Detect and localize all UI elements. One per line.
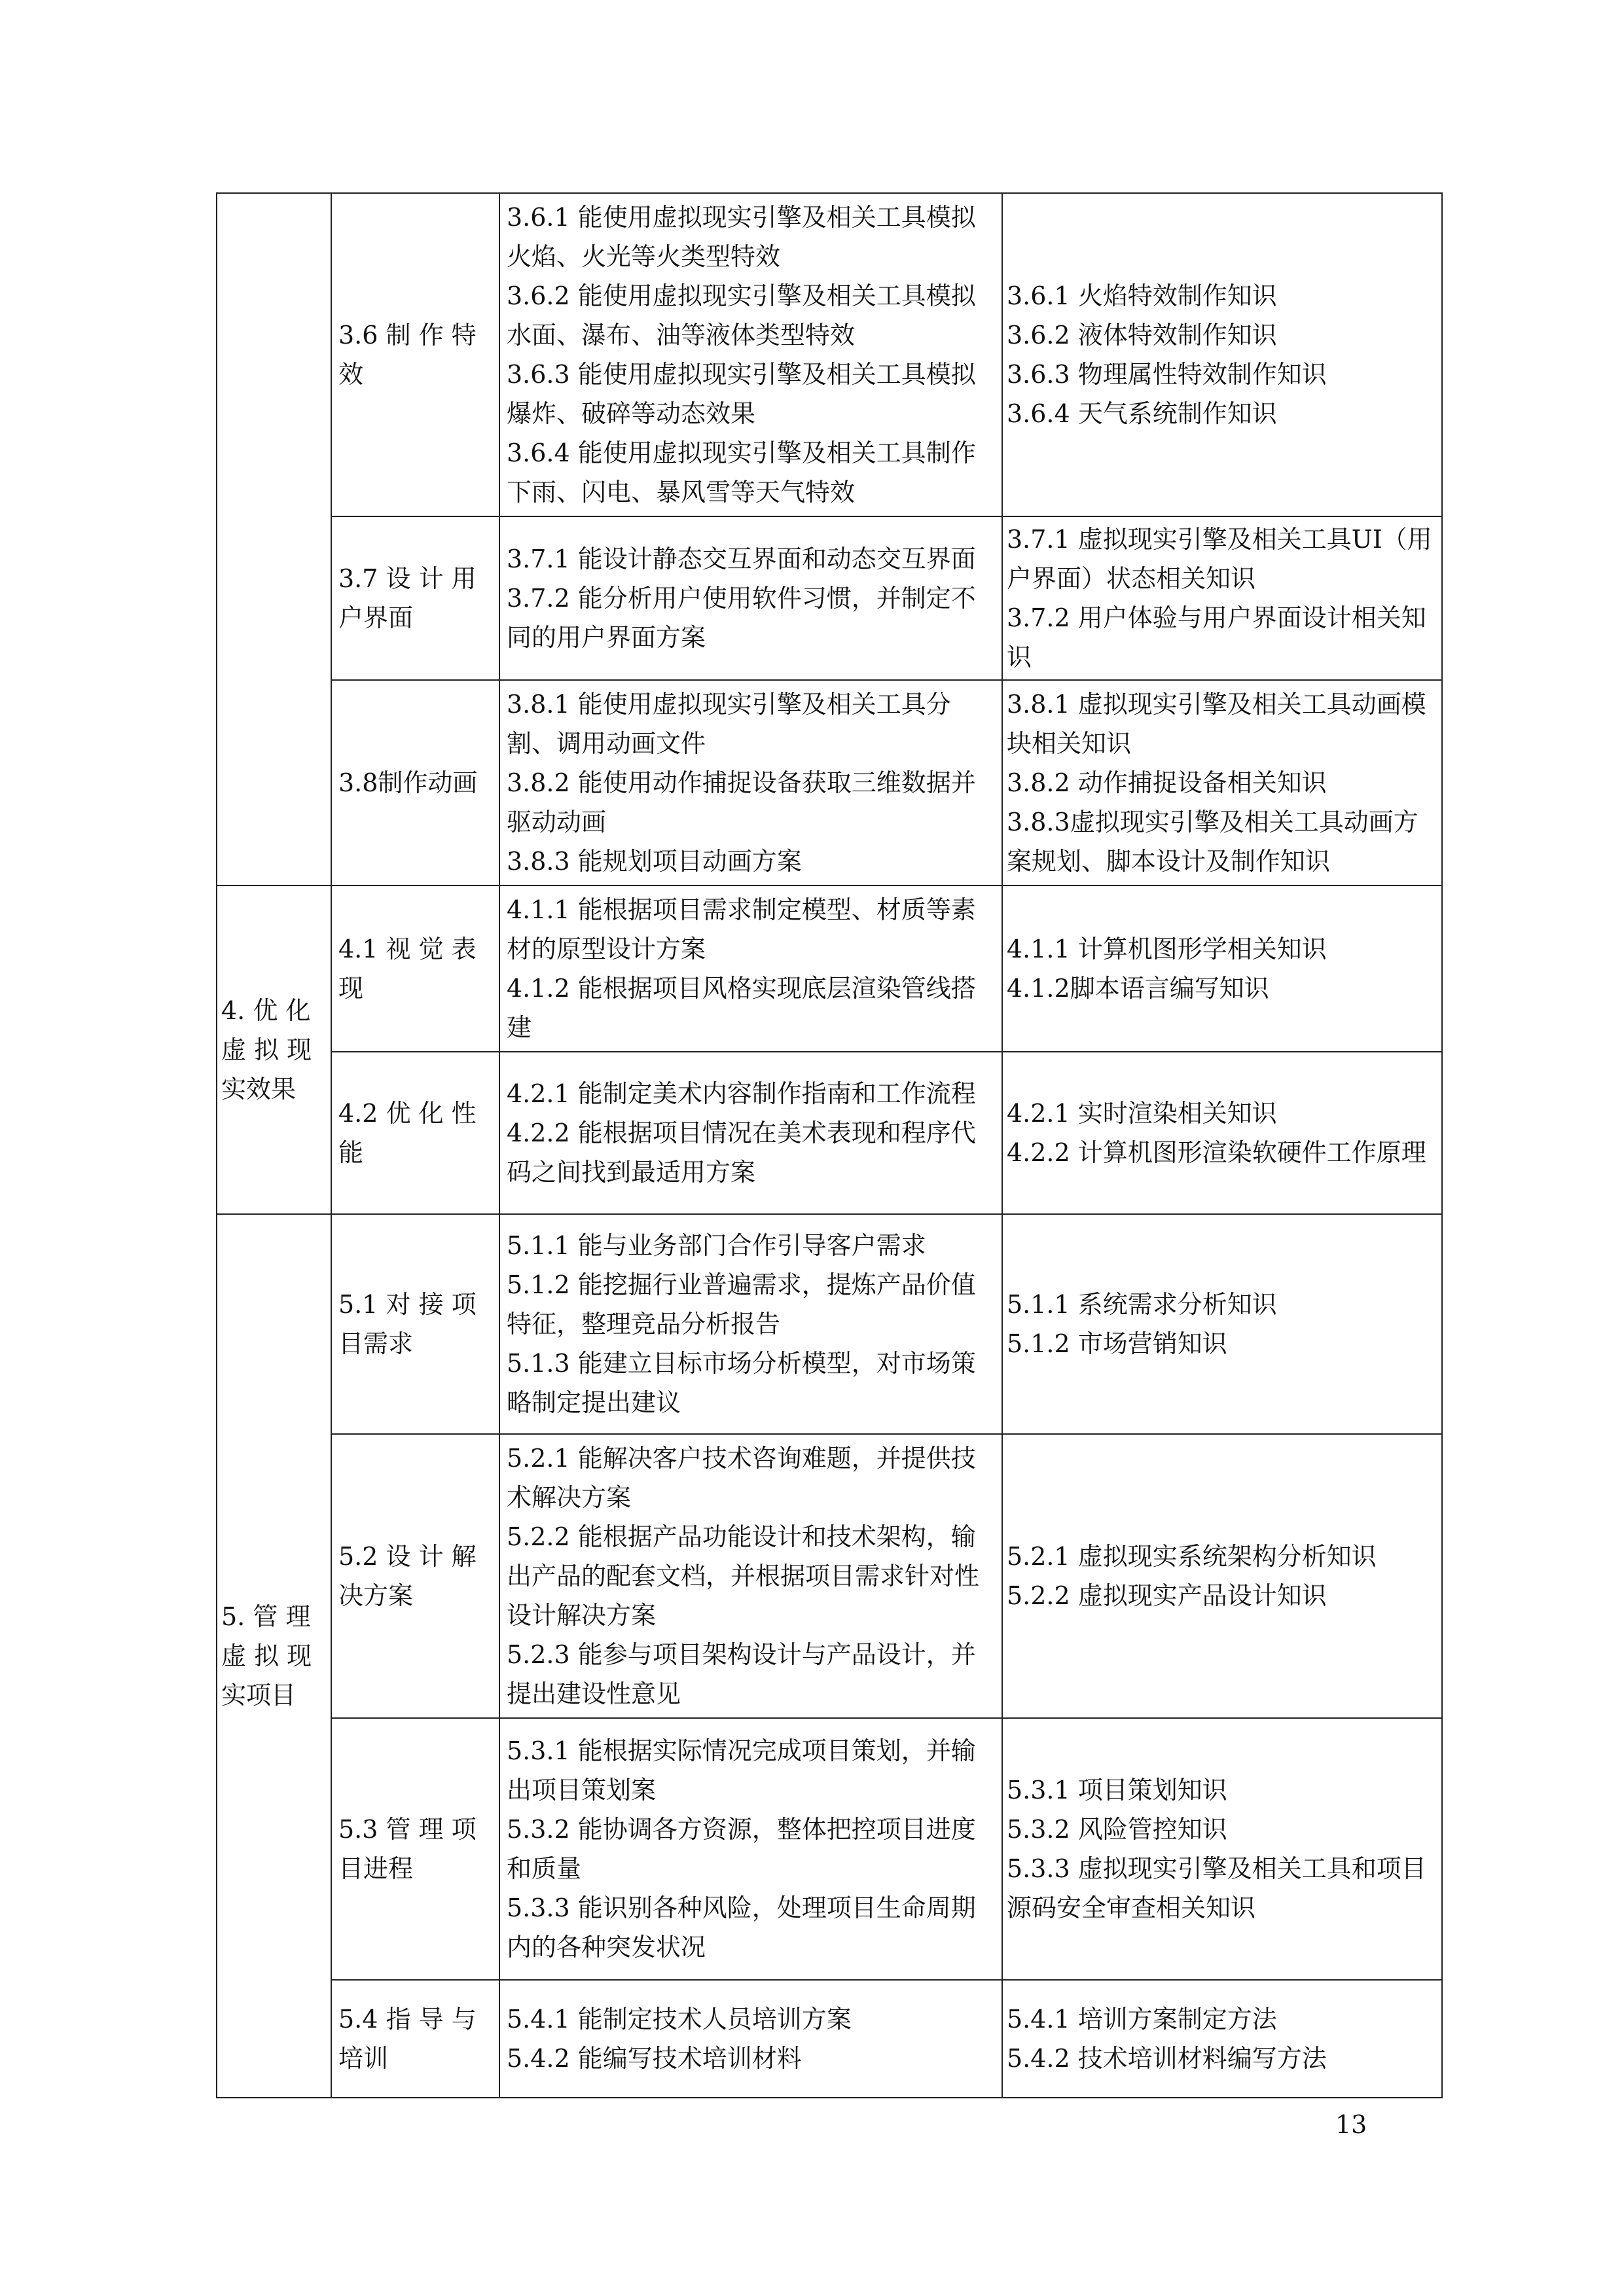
knowledge-item: 5.1.2 市场营销知识 xyxy=(1007,1329,1227,1358)
skill-requirement-item: 3.7.1 能设计静态交互界面和动态交互界面 xyxy=(507,545,976,573)
table-row xyxy=(217,1434,1442,1718)
related-knowledge-cell xyxy=(1002,1052,1442,1214)
work-unit-cell: 4.2 优 化 性能 xyxy=(331,1052,499,1214)
knowledge-item: 3.6.4 天气系统制作知识 xyxy=(1007,399,1277,428)
competency-table-body xyxy=(217,193,1442,2098)
knowledge-item: 4.2.2 计算机图形渲染软硬件工作原理 xyxy=(1007,1138,1426,1167)
work-unit-cell: 5.2 设 计 解决方案 xyxy=(331,1434,499,1718)
knowledge-item: 3.6.2 液体特效制作知识 xyxy=(1007,321,1277,350)
skill-requirement-item: 5.2.1 能解决客户技术咨询难题，并提供技术解决方案 xyxy=(507,1444,976,1512)
table-row xyxy=(217,1718,1442,1980)
function-cell: 4. 优 化虚 拟 现实效果 xyxy=(217,886,331,1214)
knowledge-item: 4.2.1 实时渲染相关知识 xyxy=(1007,1099,1277,1128)
knowledge-item: 5.3.1 项目策划知识 xyxy=(1007,1776,1227,1804)
skill-requirements-cell xyxy=(499,516,1002,680)
skill-requirements-cell xyxy=(499,1052,1002,1214)
skill-requirement-item: 4.2.2 能根据项目情况在美术表现和程序代码之间找到最适用方案 xyxy=(507,1119,976,1187)
knowledge-item: 3.8.1 虚拟现实引擎及相关工具动画模块相关知识 xyxy=(1007,690,1426,758)
skill-requirement-item: 3.6.2 能使用虚拟现实引擎及相关工具模拟水面、瀑布、油等液体类型特效 xyxy=(507,281,976,350)
skill-requirement-item: 3.6.4 能使用虚拟现实引擎及相关工具制作下雨、闪电、暴风雪等天气特效 xyxy=(507,439,976,507)
related-knowledge-cell xyxy=(1002,886,1442,1052)
skill-requirement-item: 5.3.1 能根据实际情况完成项目策划，并输出项目策划案 xyxy=(507,1736,976,1804)
table-row xyxy=(217,193,1442,516)
related-knowledge-cell xyxy=(1002,516,1442,680)
knowledge-item: 4.1.1 计算机图形学相关知识 xyxy=(1007,935,1327,963)
work-unit-cell: 5.1 对 接 项目需求 xyxy=(331,1214,499,1434)
knowledge-item: 3.6.3 物理属性特效制作知识 xyxy=(1007,360,1327,389)
table-row xyxy=(217,1980,1442,2098)
knowledge-item: 5.2.1 虚拟现实系统架构分析知识 xyxy=(1007,1542,1377,1571)
skill-requirements-cell xyxy=(499,1718,1002,1980)
work-unit-cell: 5.3 管 理 项目进程 xyxy=(331,1718,499,1980)
work-unit-cell: 5.4 指 导 与培训 xyxy=(331,1980,499,2098)
skill-requirement-item: 4.2.1 能制定美术内容制作指南和工作流程 xyxy=(507,1079,976,1108)
related-knowledge-cell xyxy=(1002,1980,1442,2098)
knowledge-item: 5.3.3 虚拟现实引擎及相关工具和项目源码安全审查相关知识 xyxy=(1007,1854,1426,1922)
skill-requirement-item: 5.2.2 能根据产品功能设计和技术架构，输出产品的配套文档，并根据项目需求针对性设计解决方案 xyxy=(507,1522,980,1630)
function-cell: 5. 管 理虚 拟 现实项目 xyxy=(217,1214,331,2098)
skill-requirements-cell xyxy=(499,1214,1002,1434)
skill-requirement-item: 4.1.2 能根据项目风格实现底层渲染管线搭建 xyxy=(507,974,976,1042)
skill-requirement-item: 5.3.2 能协调各方资源，整体把控项目进度和质量 xyxy=(507,1815,976,1883)
page-number: 13 xyxy=(1335,2110,1367,2139)
related-knowledge-cell xyxy=(1002,193,1442,516)
skill-requirement-item: 3.8.1 能使用虚拟现实引擎及相关工具分割、调用动画文件 xyxy=(507,690,951,758)
table-row xyxy=(217,1052,1442,1214)
related-knowledge-cell xyxy=(1002,1718,1442,1980)
skill-requirements-cell xyxy=(499,886,1002,1052)
knowledge-item: 3.7.1 虚拟现实引擎及相关工具UI（用户界面）状态相关知识 xyxy=(1007,525,1432,593)
work-unit-cell: 4.1 视 觉 表现 xyxy=(331,886,499,1052)
skill-requirement-item: 5.4.2 能编写技术培训材料 xyxy=(507,2044,802,2073)
skill-requirement-item: 4.1.1 能根据项目需求制定模型、材质等素材的原型设计方案 xyxy=(507,895,976,963)
knowledge-item: 5.3.2 风险管控知识 xyxy=(1007,1815,1227,1844)
skill-requirement-item: 5.4.1 能制定技术人员培训方案 xyxy=(507,2005,852,2034)
knowledge-item: 3.8.2 动作捕捉设备相关知识 xyxy=(1007,768,1327,797)
table-row xyxy=(217,516,1442,680)
skill-requirement-item: 3.6.1 能使用虚拟现实引擎及相关工具模拟火焰、火光等火类型特效 xyxy=(507,203,976,271)
skill-requirements-cell xyxy=(499,1980,1002,2098)
competency-table xyxy=(216,192,1443,2098)
knowledge-item: 3.6.1 火焰特效制作知识 xyxy=(1007,281,1277,310)
table-row xyxy=(217,680,1442,886)
knowledge-item: 4.1.2脚本语言编写知识 xyxy=(1007,974,1269,1003)
skill-requirements-cell xyxy=(499,193,1002,516)
skill-requirement-item: 5.2.3 能参与项目架构设计与产品设计，并提出建设性意见 xyxy=(507,1640,976,1708)
function-cell xyxy=(217,193,331,886)
related-knowledge-cell xyxy=(1002,1434,1442,1718)
skill-requirement-item: 3.6.3 能使用虚拟现实引擎及相关工具模拟爆炸、破碎等动态效果 xyxy=(507,360,976,428)
skill-requirement-item: 3.8.3 能规划项目动画方案 xyxy=(507,847,802,876)
skill-requirement-item: 5.1.3 能建立目标市场分析模型，对市场策略制定提出建议 xyxy=(507,1349,976,1417)
skill-requirements-cell xyxy=(499,680,1002,886)
knowledge-item: 5.4.2 技术培训材料编写方法 xyxy=(1007,2044,1327,2073)
skill-requirements-cell xyxy=(499,1434,1002,1718)
table-row xyxy=(217,886,1442,1052)
work-unit-cell: 3.7 设 计 用户界面 xyxy=(331,516,499,680)
related-knowledge-cell xyxy=(1002,1214,1442,1434)
knowledge-item: 5.1.1 系统需求分析知识 xyxy=(1007,1290,1277,1319)
skill-requirement-item: 5.3.3 能识别各种风险，处理项目生命周期内的各种突发状况 xyxy=(507,1893,976,1962)
knowledge-item: 5.4.1 培训方案制定方法 xyxy=(1007,2005,1277,2034)
skill-requirement-item: 3.8.2 能使用动作捕捉设备获取三维数据并驱动动画 xyxy=(507,768,976,836)
knowledge-item: 5.2.2 虚拟现实产品设计知识 xyxy=(1007,1581,1327,1610)
work-unit-cell: 3.6 制 作 特效 xyxy=(331,193,499,516)
skill-requirement-item: 5.1.1 能与业务部门合作引导客户需求 xyxy=(507,1231,926,1260)
work-unit-cell: 3.8制作动画 xyxy=(331,680,499,886)
related-knowledge-cell xyxy=(1002,680,1442,886)
knowledge-item: 3.8.3虚拟现实引擎及相关工具动画方案规划、脚本设计及制作知识 xyxy=(1007,808,1418,876)
skill-requirement-item: 3.7.2 能分析用户使用软件习惯，并制定不同的用户界面方案 xyxy=(507,584,976,652)
knowledge-item: 3.7.2 用户体验与用户界面设计相关知识 xyxy=(1007,603,1426,672)
table-row xyxy=(217,1214,1442,1434)
skill-requirement-item: 5.1.2 能挖掘行业普遍需求，提炼产品价值特征，整理竞品分析报告 xyxy=(507,1270,976,1338)
